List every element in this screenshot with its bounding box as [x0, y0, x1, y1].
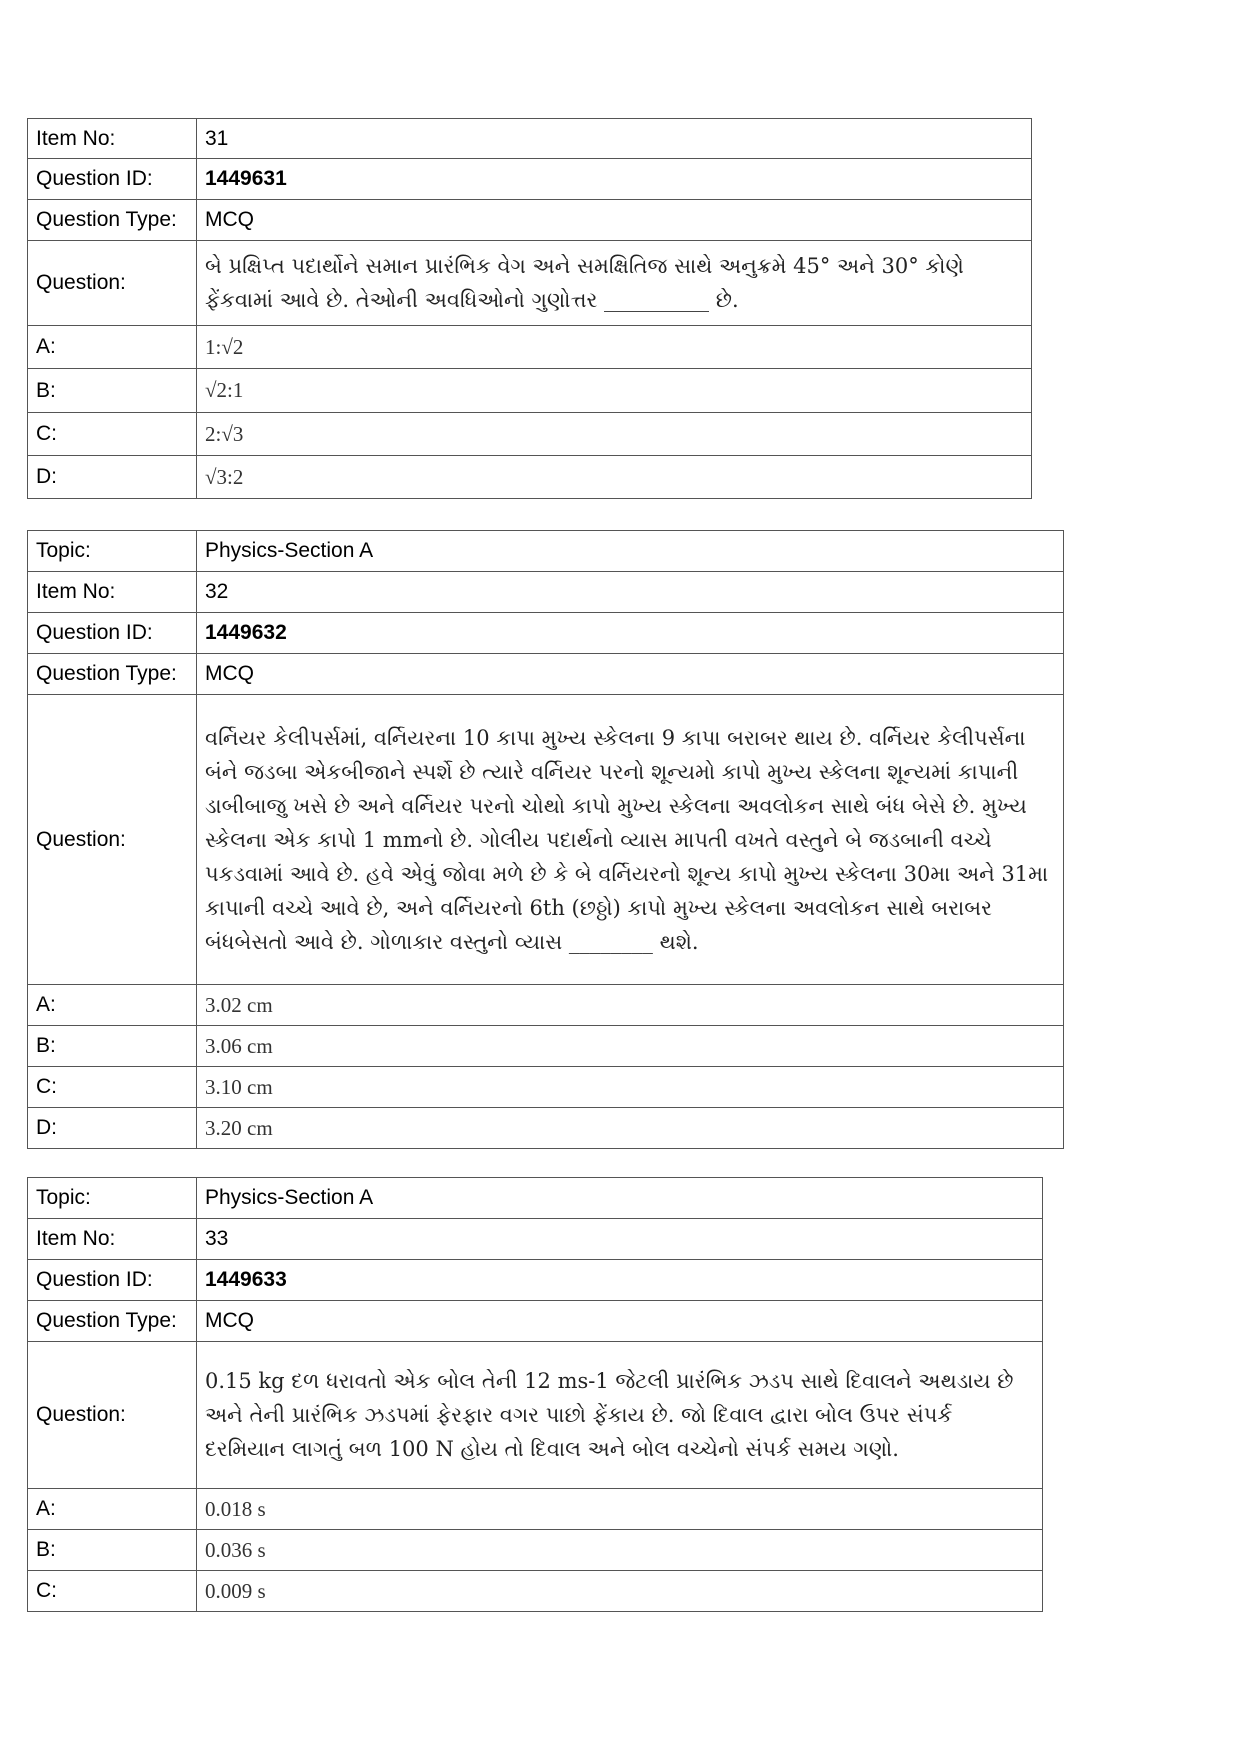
question-id-label: Question ID: [28, 159, 197, 200]
question-id-value: 1449632 [197, 613, 1064, 654]
question-id-label: Question ID: [28, 1260, 197, 1301]
option-c-row [28, 1067, 1064, 1108]
option-c-row [28, 413, 1032, 456]
option-b-row [28, 369, 1032, 413]
question-id-value: 1449633 [197, 1260, 1043, 1301]
question-table-31 [27, 118, 1032, 499]
question-id-label: Question ID: [28, 613, 197, 654]
question-text: વર્નિયર કેલીપર્સમાં, વર્નિયરના 10 કાપા મુખ્ય સ્કેલના 9 કાપા બરાબર થાય છે. વર્નિયર કેલીપર્સના બંને જડબા એકબીજાને સ્પર્શે છે ત્યારે વર્નિયર પરનો શૂન્યમો કાપો મુખ્ય સ્કેલના શૂન્યમાં કાપાની ડાબીબાજુ ખસે છે અને વર્નિયર પરનો ચોથો કાપો મુખ્ય સ્કેલના અવલોકન સાથે બંધ બેસે છે. મુખ્ય સ્કેલના એક કાપો 1 mmનો છે. ગોલીય પદાર્થનો વ્યાસ માપતી વખતે વસ્તુને બે જડબાની વચ્ચે પકડવામાં આવે છે. હવે એવું જોવા મળે છે કે બે વર્નિયરનો શૂન્ય કાપો મુખ્ય સ્કેલના 30મા અને 31મા કાપાની વચ્ચે આવે છે, અને વર્નિયરનો 6th (છઠ્ઠો) કાપો મુખ્ય સ્કેલના અવલોકન સાથે બરાબર બંધબેસતો આવે છે. ગોળાકાર વસ્તુનો વ્યાસ ________ થશે. [197, 695, 1064, 985]
option-c-value: 0.009 s [197, 1571, 1043, 1612]
option-d-row [28, 1108, 1064, 1149]
question-id-row [28, 613, 1064, 654]
question-id-row [28, 1260, 1043, 1301]
option-d-row [28, 456, 1032, 499]
option-b-value: √2:1 [197, 369, 1032, 413]
question-type-value: MCQ [197, 1301, 1043, 1342]
option-c-value: 2:√3 [197, 413, 1032, 456]
question-type-row [28, 200, 1032, 241]
option-d-value: 3.20 cm [197, 1108, 1064, 1149]
topic-row [28, 531, 1064, 572]
option-b-value: 0.036 s [197, 1530, 1043, 1571]
option-d-label: D: [28, 1108, 197, 1149]
option-a-label: A: [28, 985, 197, 1026]
question-type-label: Question Type: [28, 1301, 197, 1342]
option-b-row [28, 1530, 1043, 1571]
option-a-row [28, 1489, 1043, 1530]
question-row [28, 695, 1064, 985]
option-b-label: B: [28, 1530, 197, 1571]
question-type-value: MCQ [197, 200, 1032, 241]
option-a-value: 1:√2 [197, 326, 1032, 369]
option-c-label: C: [28, 1571, 197, 1612]
topic-value: Physics-Section A [197, 1178, 1043, 1219]
question-id-value: 1449631 [197, 159, 1032, 200]
item-no-label: Item No: [28, 119, 197, 159]
question-row [28, 241, 1032, 326]
item-no-row [28, 1219, 1043, 1260]
option-c-row [28, 1571, 1043, 1612]
question-row [28, 1342, 1043, 1489]
option-c-value: 3.10 cm [197, 1067, 1064, 1108]
item-no-label: Item No: [28, 1219, 197, 1260]
option-d-label: D: [28, 456, 197, 499]
question-text: બે પ્રક્ષિપ્ત પદાર્થોને સમાન પ્રારંભિક વેગ અને સમક્ષિતિજ સાથે અનુક્રમે 45° અને 30° કોણે ફેંકવામાં આવે છે. તેઓની અવધિઓનો ગુણોત્તર __________ છે. [197, 241, 1032, 326]
option-b-label: B: [28, 369, 197, 413]
question-type-label: Question Type: [28, 654, 197, 695]
question-type-label: Question Type: [28, 200, 197, 241]
option-a-value: 0.018 s [197, 1489, 1043, 1530]
question-type-value: MCQ [197, 654, 1064, 695]
option-b-value: 3.06 cm [197, 1026, 1064, 1067]
option-a-value: 3.02 cm [197, 985, 1064, 1026]
topic-label: Topic: [28, 1178, 197, 1219]
question-type-row [28, 1301, 1043, 1342]
item-no-row [28, 119, 1032, 159]
option-c-label: C: [28, 413, 197, 456]
item-no-value: 32 [197, 572, 1064, 613]
option-c-label: C: [28, 1067, 197, 1108]
item-no-label: Item No: [28, 572, 197, 613]
option-b-label: B: [28, 1026, 197, 1067]
option-d-value: √3:2 [197, 456, 1032, 499]
topic-label: Topic: [28, 531, 197, 572]
question-label: Question: [28, 1342, 197, 1489]
question-table-32 [27, 530, 1064, 1149]
option-a-label: A: [28, 1489, 197, 1530]
topic-row [28, 1178, 1043, 1219]
question-id-row [28, 159, 1032, 200]
option-a-row [28, 985, 1064, 1026]
question-table-33 [27, 1177, 1043, 1612]
topic-value: Physics-Section A [197, 531, 1064, 572]
option-a-label: A: [28, 326, 197, 369]
question-label: Question: [28, 695, 197, 985]
item-no-value: 31 [197, 119, 1032, 159]
question-type-row [28, 654, 1064, 695]
question-text: 0.15 kg દળ ધરાવતો એક બોલ તેની 12 ms-1 જેટલી પ્રારંભિક ઝડપ સાથે દિવાલને અથડાય છે અને તેની પ્રારંભિક ઝડપમાં ફેરફાર વગર પાછો ફેંકાય છે. જો દિવાલ દ્વારા બોલ ઉપર સંપર્ક દરમિયાન લાગતું બળ 100 N હોય તો દિવાલ અને બોલ વચ્ચેનો સંપર્ક સમય ગણો. [197, 1342, 1043, 1489]
item-no-row [28, 572, 1064, 613]
option-b-row [28, 1026, 1064, 1067]
option-a-row [28, 326, 1032, 369]
item-no-value: 33 [197, 1219, 1043, 1260]
question-label: Question: [28, 241, 197, 326]
